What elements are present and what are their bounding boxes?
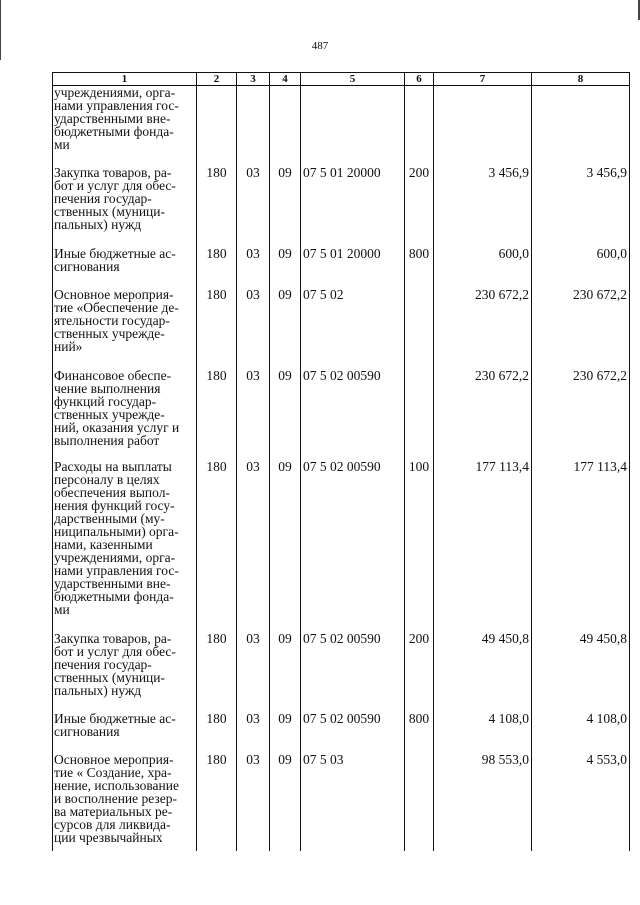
row-code-2 xyxy=(197,86,237,166)
row-code-5: 07 5 02 00590 xyxy=(301,712,405,753)
row-code-3: 03 xyxy=(237,369,270,460)
row-code-4: 09 xyxy=(270,460,301,632)
row-code-4: 09 xyxy=(270,712,301,753)
row-code-5: 07 5 02 00590 xyxy=(301,460,405,632)
row-code-2: 180 xyxy=(197,632,237,712)
row-code-6: 800 xyxy=(405,247,434,288)
row-code-6 xyxy=(405,369,434,460)
row-amount-8: 230 672,2 xyxy=(532,288,630,369)
row-amount-8: 230 672,2 xyxy=(532,369,630,460)
row-code-3: 03 xyxy=(237,288,270,369)
row-name: Основное мероприя- тие «Обеспечение де- ятельности государ- ственных учрежде- ний» xyxy=(53,288,197,369)
row-code-5: 07 5 01 20000 xyxy=(301,247,405,288)
table-row xyxy=(53,288,630,369)
row-amount-8: 4 108,0 xyxy=(532,712,630,753)
row-code-5: 07 5 02 xyxy=(301,288,405,369)
row-code-5: 07 5 02 00590 xyxy=(301,369,405,460)
row-code-3: 03 xyxy=(237,753,270,851)
table-row xyxy=(53,247,630,288)
row-code-5: 07 5 01 20000 xyxy=(301,166,405,247)
row-amount-8 xyxy=(532,86,630,166)
row-code-6 xyxy=(405,288,434,369)
row-code-6: 200 xyxy=(405,632,434,712)
row-name: Закупка товаров, ра- бот и услуг для обес- печения государ- ственных (муници- пальных) нужд xyxy=(53,166,197,247)
row-code-4 xyxy=(270,86,301,166)
row-amount-8: 600,0 xyxy=(532,247,630,288)
row-amount-8: 4 553,0 xyxy=(532,753,630,851)
row-amount-7: 3 456,9 xyxy=(434,166,532,247)
header-col-7: 7 xyxy=(434,73,532,86)
row-code-5: 07 5 02 00590 xyxy=(301,632,405,712)
row-amount-7 xyxy=(434,86,532,166)
table-row xyxy=(53,166,630,247)
header-col-3: 3 xyxy=(237,73,270,86)
row-code-2: 180 xyxy=(197,712,237,753)
row-name: Основное мероприя- тие « Создание, хра- нение, использование и восполнение резер- ва материальных ре- сурсов для ликвида- ции чрезвычайных xyxy=(53,753,197,851)
row-name: Закупка товаров, ра- бот и услуг для обес- печения государ- ственных (муници- пальных) нужд xyxy=(53,632,197,712)
table-row xyxy=(53,712,630,753)
row-code-2: 180 xyxy=(197,288,237,369)
row-code-5 xyxy=(301,86,405,166)
row-code-4: 09 xyxy=(270,369,301,460)
header-col-6: 6 xyxy=(405,73,434,86)
row-code-4: 09 xyxy=(270,247,301,288)
page-number: 487 xyxy=(311,40,329,52)
row-code-6 xyxy=(405,753,434,851)
row-code-2: 180 xyxy=(197,753,237,851)
row-amount-7: 177 113,4 xyxy=(434,460,532,632)
row-code-3: 03 xyxy=(237,460,270,632)
row-code-3 xyxy=(237,86,270,166)
row-amount-7: 230 672,2 xyxy=(434,369,532,460)
row-name: учреждениями, орга- нами управления гос- ударственными вне- бюджетными фонда- ми xyxy=(53,86,197,166)
row-code-2: 180 xyxy=(197,247,237,288)
row-code-4: 09 xyxy=(270,632,301,712)
row-code-6: 800 xyxy=(405,712,434,753)
row-amount-7: 4 108,0 xyxy=(434,712,532,753)
header-col-5: 5 xyxy=(301,73,405,86)
row-code-6 xyxy=(405,86,434,166)
row-code-4: 09 xyxy=(270,288,301,369)
header-col-1: 1 xyxy=(53,73,197,86)
row-code-5: 07 5 03 xyxy=(301,753,405,851)
header-col-8: 8 xyxy=(532,73,630,86)
row-code-2: 180 xyxy=(197,369,237,460)
row-code-2: 180 xyxy=(197,166,237,247)
row-amount-8: 177 113,4 xyxy=(532,460,630,632)
row-code-3: 03 xyxy=(237,632,270,712)
header-col-2: 2 xyxy=(197,73,237,86)
table-row xyxy=(53,753,630,851)
row-amount-7: 600,0 xyxy=(434,247,532,288)
row-code-3: 03 xyxy=(237,712,270,753)
table-row xyxy=(53,460,630,632)
row-code-3: 03 xyxy=(237,166,270,247)
row-code-2: 180 xyxy=(197,460,237,632)
row-name: Иные бюджетные ас- сигнования xyxy=(53,712,197,753)
row-amount-8: 49 450,8 xyxy=(532,632,630,712)
row-amount-7: 98 553,0 xyxy=(434,753,532,851)
table-row xyxy=(53,632,630,712)
row-code-6: 200 xyxy=(405,166,434,247)
row-code-6: 100 xyxy=(405,460,434,632)
header-col-4: 4 xyxy=(270,73,301,86)
row-code-4: 09 xyxy=(270,753,301,851)
table-row xyxy=(53,86,630,166)
table-row xyxy=(53,369,630,460)
row-amount-7: 230 672,2 xyxy=(434,288,532,369)
row-amount-8: 3 456,9 xyxy=(532,166,630,247)
row-code-4: 09 xyxy=(270,166,301,247)
table-header-row xyxy=(53,73,630,86)
row-amount-7: 49 450,8 xyxy=(434,632,532,712)
row-name: Иные бюджетные ас- сигнования xyxy=(53,247,197,288)
row-code-3: 03 xyxy=(237,247,270,288)
row-name: Финансовое обеспе- чение выполнения функций государ- ственных учрежде- ний, оказания услуг и выполнения работ xyxy=(53,369,197,460)
row-name: Расходы на выплаты персоналу в целях обеспечения выпол- нения функций госу- дарственными (му- ниципальными) орга- нами, казенными учреждениями, орга- нами управления гос- ударственными вне- бюджетными фонда- ми xyxy=(53,460,197,632)
budget-table xyxy=(52,72,630,851)
